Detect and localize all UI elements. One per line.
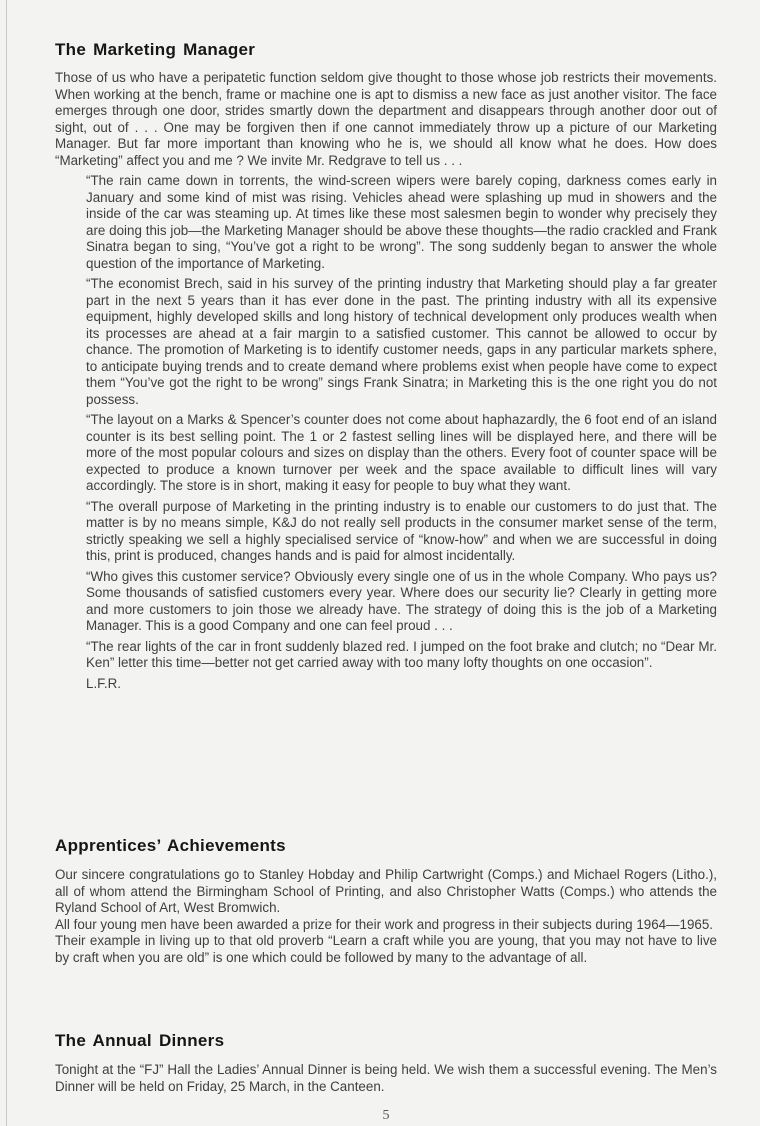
body-paragraph: Their example in living up to that old proverb “Learn a craft while you are young, that you may not have to live by craft when you are old” is one which could be followed by many to the advantage of all.: [55, 933, 717, 965]
body-paragraph: All four young men have been awarded a prize for their work and progress in their subjects during 1964—1965.: [55, 916, 714, 932]
quote-paragraph: “Who gives this customer service? Obviously every single one of us in the whole Company. Who pays us? Some thousands of satisfied customers every year. Where does our security lie? Clearly in getting more and more customers to join those we already have. The strategy of doing this is the job of a Marketing Manager. This is a good Company and one can feel proud . . .: [86, 568, 717, 633]
section-title: The Marketing Manager: [55, 40, 256, 59]
section-title: Apprentices’ Achievements: [55, 836, 286, 855]
page-edge-line: [6, 0, 7, 1126]
quote-paragraph: “The economist Brech, said in his survey of the printing industry that Marketing should play a far greater part in the next 5 years than it has ever done in the past. The printing industry with all its expensive equipment, highly developed skills and long history of technical development only produces wealth when its processes are ahead at a fair margin to a satisfied customer. This cannot be allowed to occur by chance. The promotion of Marketing is to identify customer needs, gaps in any particular markets sphere, to anticipate buying trends and to create demand where problems exist when people have come to expect them “You’ve got the right to be wrong” sings Frank Sinatra; in Marketing this is the one right you do not possess.: [86, 276, 717, 407]
author-signature: L.F.R.: [86, 675, 121, 691]
quote-paragraph: “The overall purpose of Marketing in the printing industry is to enable our customers to do just that. The matter is by no means simple, K&J do not really sell products in the consumer market sense of the term, strictly speaking we sell a highly specialised service of “know-how” and when we are successful in doing this, print is produced, changes hands and is paid for almost incidentally.: [86, 498, 717, 563]
section-apprentices-achievements: [55, 836, 717, 966]
body-paragraph: Tonight at the “FJ” Hall the Ladies’ Annual Dinner is being held. We wish them a successful evening. The Men’s Dinner will be held on Friday, 25 March, in the Canteen.: [55, 1062, 717, 1094]
quoted-article: [86, 173, 717, 692]
quote-paragraph: “The rain came down in torrents, the wind-screen wipers were barely coping, darkness comes early in January and some kind of mist was rising. Vehicles ahead were splashing up mud in showers and the inside of the car was steaming up. At times like these most salesmen begin to wonder why precisely they are doing this job—the Marketing Manager should be above these thoughts—the radio crackled and Frank Sinatra began to sing, “You’ve got a right to be wrong”. The song suddenly began to answer the whole question of the importance of Marketing.: [86, 173, 717, 271]
intro-paragraph: Those of us who have a peripatetic function seldom give thought to those whose job restricts their movements. When working at the bench, frame or machine one is apt to dismiss a new face as just another visitor. The face emerges through one door, strides smartly down the department and disappears through another door out of sight, out of . . . One may be forgiven then if one cannot immediately throw up a picture of our Marketing Manager. But far more important than knowing who he is, we should all know what he does. How does “Marketing” affect you and me ? We invite Mr. Redgrave to tell us . . .: [55, 70, 717, 168]
section-marketing-manager: [55, 40, 717, 692]
newsletter-page: [55, 40, 717, 1123]
body-paragraph: Our sincere congratulations go to Stanley Hobday and Philip Cartwright (Comps.) and Michael Rogers (Litho.), all of whom attend the Birmingham School of Printing, and also Christopher Watts (Comps.) who attends the Ryland School of Art, West Bromwich.: [55, 867, 717, 915]
quote-paragraph: “The rear lights of the car in front suddenly blazed red. I jumped on the foot brake and clutch; no “Dear Mr. Ken” letter this time—better not get carried away with too many lofty thoughts on one occasion”.: [86, 638, 717, 670]
section-title: The Annual Dinners: [55, 1031, 225, 1050]
quote-paragraph: “The layout on a Marks & Spencer’s counter does not come about haphazardly, the 6 foot end of an island counter is its best selling point. The 1 or 2 fastest selling lines will be displayed here, and there will be more of the most popular colours and sizes on display than the others. Every foot of counter space will be expected to produce a known turnover per week and the space available to difficult lines will vary accordingly. The store is in short, making it easy for people to buy what they want.: [86, 412, 717, 493]
page-number: 5: [382, 1108, 390, 1123]
section-annual-dinners: [55, 1031, 717, 1095]
